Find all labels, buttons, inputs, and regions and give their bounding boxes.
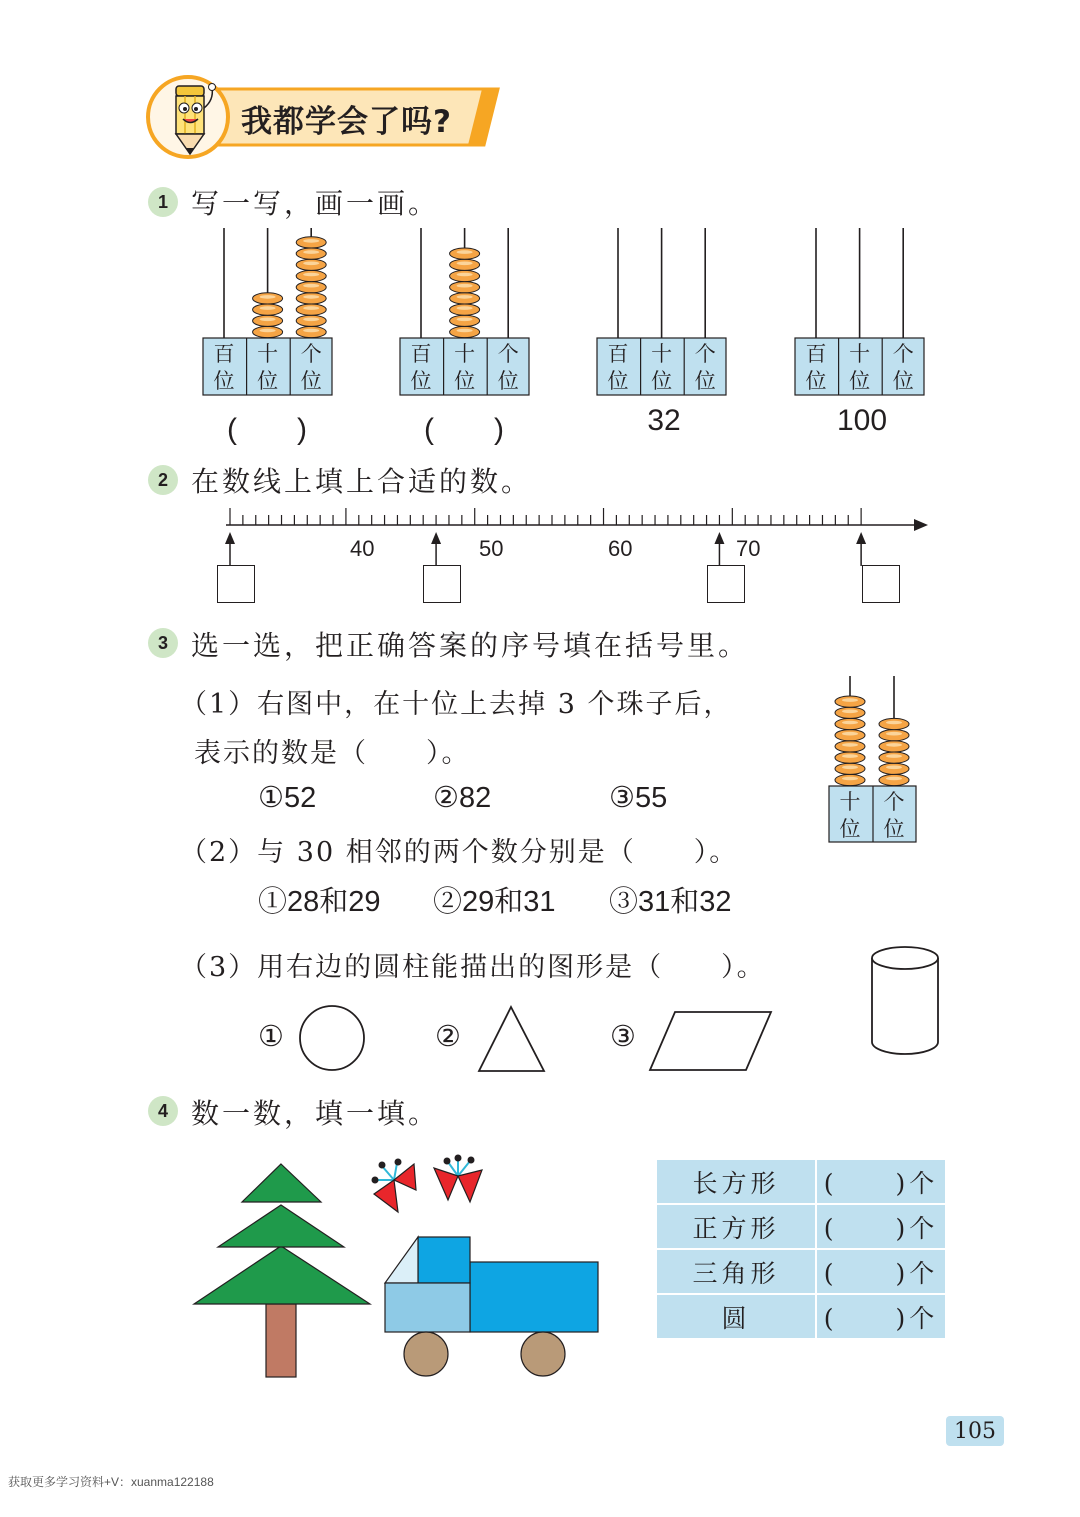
tree-icon (192, 1160, 374, 1382)
truck-icon (382, 1234, 604, 1380)
q3-part2-option[interactable]: ①28和29 (258, 886, 381, 918)
count-answer-cell[interactable]: ( )个 (816, 1204, 946, 1249)
abacus-number-label: 32 (647, 404, 681, 437)
circle-icon (297, 1003, 367, 1073)
shape-name-cell: 长方形 (656, 1159, 816, 1204)
place-label: 位 (257, 369, 279, 393)
place-label: 百 (213, 342, 235, 366)
abacus-bead (879, 730, 909, 741)
header-title: 我都学会了吗? (241, 104, 452, 140)
question-4-badge: 4 (148, 1096, 178, 1126)
abacus-bead (835, 718, 865, 729)
abacus-bead (879, 718, 909, 729)
number-line-label: 70 (736, 536, 761, 561)
place-label: 十 (257, 342, 279, 366)
q3-part1-option[interactable]: ③55 (609, 782, 668, 814)
abacus-answer-blank[interactable]: ( ) (424, 413, 504, 446)
place-label: 位 (892, 369, 914, 393)
butterfly-icon (364, 1154, 424, 1216)
number-line-label: 60 (608, 536, 633, 561)
abacus-bead (835, 707, 865, 718)
question-2-badge: 2 (148, 465, 178, 495)
place-label: 百 (607, 342, 629, 366)
cylinder-icon (868, 944, 942, 1058)
question-1-badge: 1 (148, 187, 178, 217)
question-4-text: 数一数，填一填。 (191, 1097, 440, 1130)
place-label: 个 (883, 790, 905, 814)
shape-name-cell: 三角形 (656, 1249, 816, 1294)
number-line-arrowhead (914, 519, 928, 531)
q3-part2-line: （2）与 30 相邻的两个数分别是（ ）。 (180, 837, 739, 868)
shape-count-table (655, 1158, 947, 1340)
page-number: 105 (946, 1416, 1004, 1446)
table-row (656, 1294, 946, 1339)
place-label: 位 (839, 817, 861, 841)
place-label: 位 (607, 369, 629, 393)
question-2-text: 在数线上填上合适的数。 (191, 465, 533, 498)
count-answer-cell[interactable]: ( )个 (816, 1159, 946, 1204)
place-label: 位 (883, 817, 905, 841)
abacus-bead (879, 763, 909, 774)
question-1-text: 写一写，画一画。 (191, 187, 440, 220)
question-3-badge: 3 (148, 628, 178, 658)
butterfly-icon (428, 1152, 488, 1212)
place-label: 十 (849, 342, 871, 366)
abacus-bead (835, 763, 865, 774)
q3-part2-option[interactable]: ②29和31 (433, 886, 556, 918)
abacus-bead (835, 741, 865, 752)
q3-part3-line: （3）用右边的圆柱能描出的图形是（ ）。 (180, 952, 766, 983)
place-label: 个 (300, 342, 322, 366)
place-label: 十 (651, 342, 673, 366)
q3-part1-line2: 表示的数是（ ）。 (194, 738, 471, 769)
q3-part1-option[interactable]: ②82 (433, 782, 492, 814)
place-label: 十 (839, 790, 861, 814)
abacus-bead (835, 696, 865, 707)
number-line-pointer-arrow (225, 532, 235, 566)
number-line-pointer-arrow (856, 532, 866, 566)
abacus-number-label: 100 (836, 404, 888, 437)
abacus-bead (879, 752, 909, 763)
abacus-bead (835, 730, 865, 741)
q3-part1-line1: （1）右图中，在十位上去掉 3 个珠子后， (180, 689, 733, 720)
count-answer-cell[interactable]: ( )个 (816, 1294, 946, 1339)
shape-name-cell: 正方形 (656, 1204, 816, 1249)
abacus-answer-blank[interactable]: ( ) (227, 413, 307, 446)
table-row (656, 1204, 946, 1249)
place-label: 个 (892, 342, 914, 366)
number-line-answer-box[interactable] (862, 565, 900, 603)
q3-part2-option[interactable]: ③31和32 (609, 886, 732, 918)
place-label: 个 (497, 342, 519, 366)
place-label: 十 (454, 342, 476, 366)
abacus-graphic (828, 676, 917, 843)
number-line (0, 0, 1080, 620)
q3-part3-option[interactable]: ③ (610, 1019, 636, 1053)
number-line-answer-box[interactable] (707, 565, 745, 603)
number-line-answer-box[interactable] (423, 565, 461, 603)
q3-part3-option[interactable]: ② (435, 1019, 461, 1053)
q3-part1-option[interactable]: ①52 (258, 782, 317, 814)
parallelogram-icon (648, 1009, 774, 1073)
count-answer-cell[interactable]: ( )个 (816, 1249, 946, 1294)
abacus-bead (879, 774, 909, 785)
abacus-bead (879, 741, 909, 752)
number-line-label: 40 (350, 536, 375, 561)
abacus-bead (835, 774, 865, 785)
place-label: 位 (300, 369, 322, 393)
abacus-bead (835, 752, 865, 763)
place-label: 位 (454, 369, 476, 393)
place-label: 百 (805, 342, 827, 366)
shape-name-cell: 圆 (656, 1294, 816, 1339)
number-line-pointer-arrow (431, 532, 441, 566)
place-label: 位 (410, 369, 432, 393)
place-label: 百 (410, 342, 432, 366)
place-label: 位 (694, 369, 716, 393)
small-abacus (828, 676, 917, 847)
number-line-pointer-arrow (714, 532, 724, 566)
place-label: 位 (849, 369, 871, 393)
question-3-text: 选一选，把正确答案的序号填在括号里。 (191, 629, 750, 662)
number-line-answer-box[interactable] (217, 565, 255, 603)
place-label: 位 (213, 369, 235, 393)
place-label: 位 (497, 369, 519, 393)
number-line-label: 50 (479, 536, 504, 561)
footer-note: 获取更多学习资料+V：xuanma122188 (8, 1475, 214, 1489)
triangle-icon (477, 1004, 547, 1074)
place-label: 位 (805, 369, 827, 393)
place-label: 个 (694, 342, 716, 366)
q3-part3-option[interactable]: ① (258, 1019, 284, 1053)
place-label: 位 (651, 369, 673, 393)
table-row (656, 1159, 946, 1204)
table-row (656, 1249, 946, 1294)
